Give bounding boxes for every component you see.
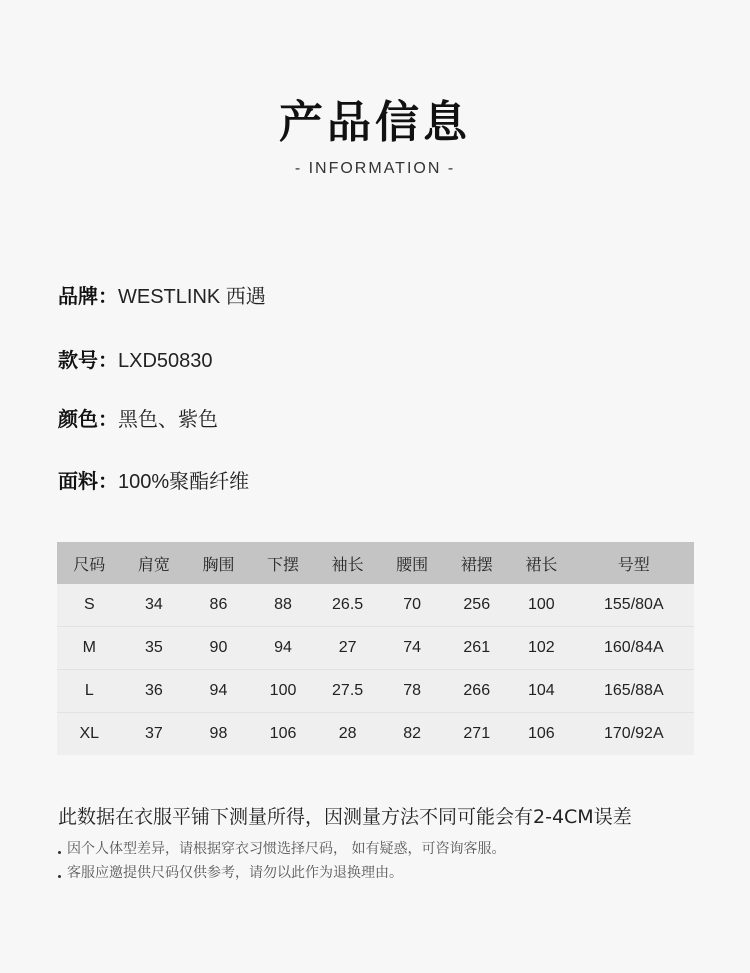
table-cell: 256	[444, 584, 509, 627]
table-cell: 90	[186, 627, 251, 670]
column-header: 号型	[574, 542, 694, 584]
table-cell: 170/92A	[574, 713, 694, 756]
table-cell: 37	[122, 713, 187, 756]
table-cell: 27.5	[315, 670, 380, 713]
table-cell: 165/88A	[574, 670, 694, 713]
tip-item	[58, 838, 505, 858]
measurement-note: 此数据在衣服平铺下测量所得，因测量方法不同可能会有2-4CM误差	[58, 806, 632, 828]
table-cell: L	[57, 670, 122, 713]
tip-item	[58, 862, 403, 882]
info-fabric	[58, 465, 249, 494]
table-row	[57, 713, 694, 756]
table-cell: 26.5	[315, 584, 380, 627]
info-label: 品牌：	[58, 284, 118, 308]
table-cell: 100	[509, 584, 574, 627]
column-header: 尺码	[57, 542, 122, 584]
info-style-number	[58, 344, 213, 373]
table-cell: 34	[122, 584, 187, 627]
table-cell: 160/84A	[574, 627, 694, 670]
table-cell: 28	[315, 713, 380, 756]
page-subtitle: - INFORMATION -	[294, 160, 456, 177]
table-cell: 36	[122, 670, 187, 713]
column-header: 肩宽	[122, 542, 187, 584]
table-cell: 100	[251, 670, 316, 713]
table-row	[57, 670, 694, 713]
info-value: 100%聚酯纤维	[118, 471, 250, 493]
column-header: 裙长	[509, 542, 574, 584]
table-cell: 98	[186, 713, 251, 756]
table-cell: 271	[444, 713, 509, 756]
bullet-dot-icon	[58, 851, 61, 854]
table-cell: 94	[186, 670, 251, 713]
table-row	[57, 584, 694, 627]
info-label: 颜色：	[58, 407, 118, 431]
table-cell: 82	[380, 713, 445, 756]
column-header: 裙摆	[444, 542, 509, 584]
table-cell: 266	[444, 670, 509, 713]
table-cell: 261	[444, 627, 509, 670]
table-cell: 78	[380, 670, 445, 713]
info-color	[58, 403, 218, 432]
page-title: 产品信息	[279, 97, 471, 148]
table-header-row	[57, 542, 694, 584]
table-cell: M	[57, 627, 122, 670]
size-table	[57, 542, 694, 755]
table-cell: 102	[509, 627, 574, 670]
info-value: WESTLINK 西遇	[118, 286, 266, 308]
table-cell: 27	[315, 627, 380, 670]
bullet-dot-icon	[58, 875, 61, 878]
column-header: 下摆	[251, 542, 316, 584]
table-cell: S	[57, 584, 122, 627]
table-cell: 94	[251, 627, 316, 670]
table-cell: 155/80A	[574, 584, 694, 627]
info-label: 款号：	[58, 348, 118, 372]
table-cell: 106	[509, 713, 574, 756]
info-value: 黑色、紫色	[118, 409, 218, 431]
table-row	[57, 627, 694, 670]
tip-text: 客服应邀提供尺码仅供参考，请勿以此作为退换理由。	[67, 865, 403, 881]
column-header: 腰围	[380, 542, 445, 584]
table-cell: 106	[251, 713, 316, 756]
info-brand	[58, 280, 266, 309]
column-header: 袖长	[315, 542, 380, 584]
table-cell: 74	[380, 627, 445, 670]
table-cell: 88	[251, 584, 316, 627]
table-cell: 86	[186, 584, 251, 627]
info-value: LXD50830	[118, 350, 213, 372]
tip-text: 因个人体型差异，请根据穿衣习惯选择尺码， 如有疑惑，可咨询客服。	[67, 841, 506, 857]
table-cell: 70	[380, 584, 445, 627]
table-cell: 35	[122, 627, 187, 670]
table-cell: 104	[509, 670, 574, 713]
column-header: 胸围	[186, 542, 251, 584]
info-label: 面料：	[58, 469, 118, 493]
table-cell: XL	[57, 713, 122, 756]
